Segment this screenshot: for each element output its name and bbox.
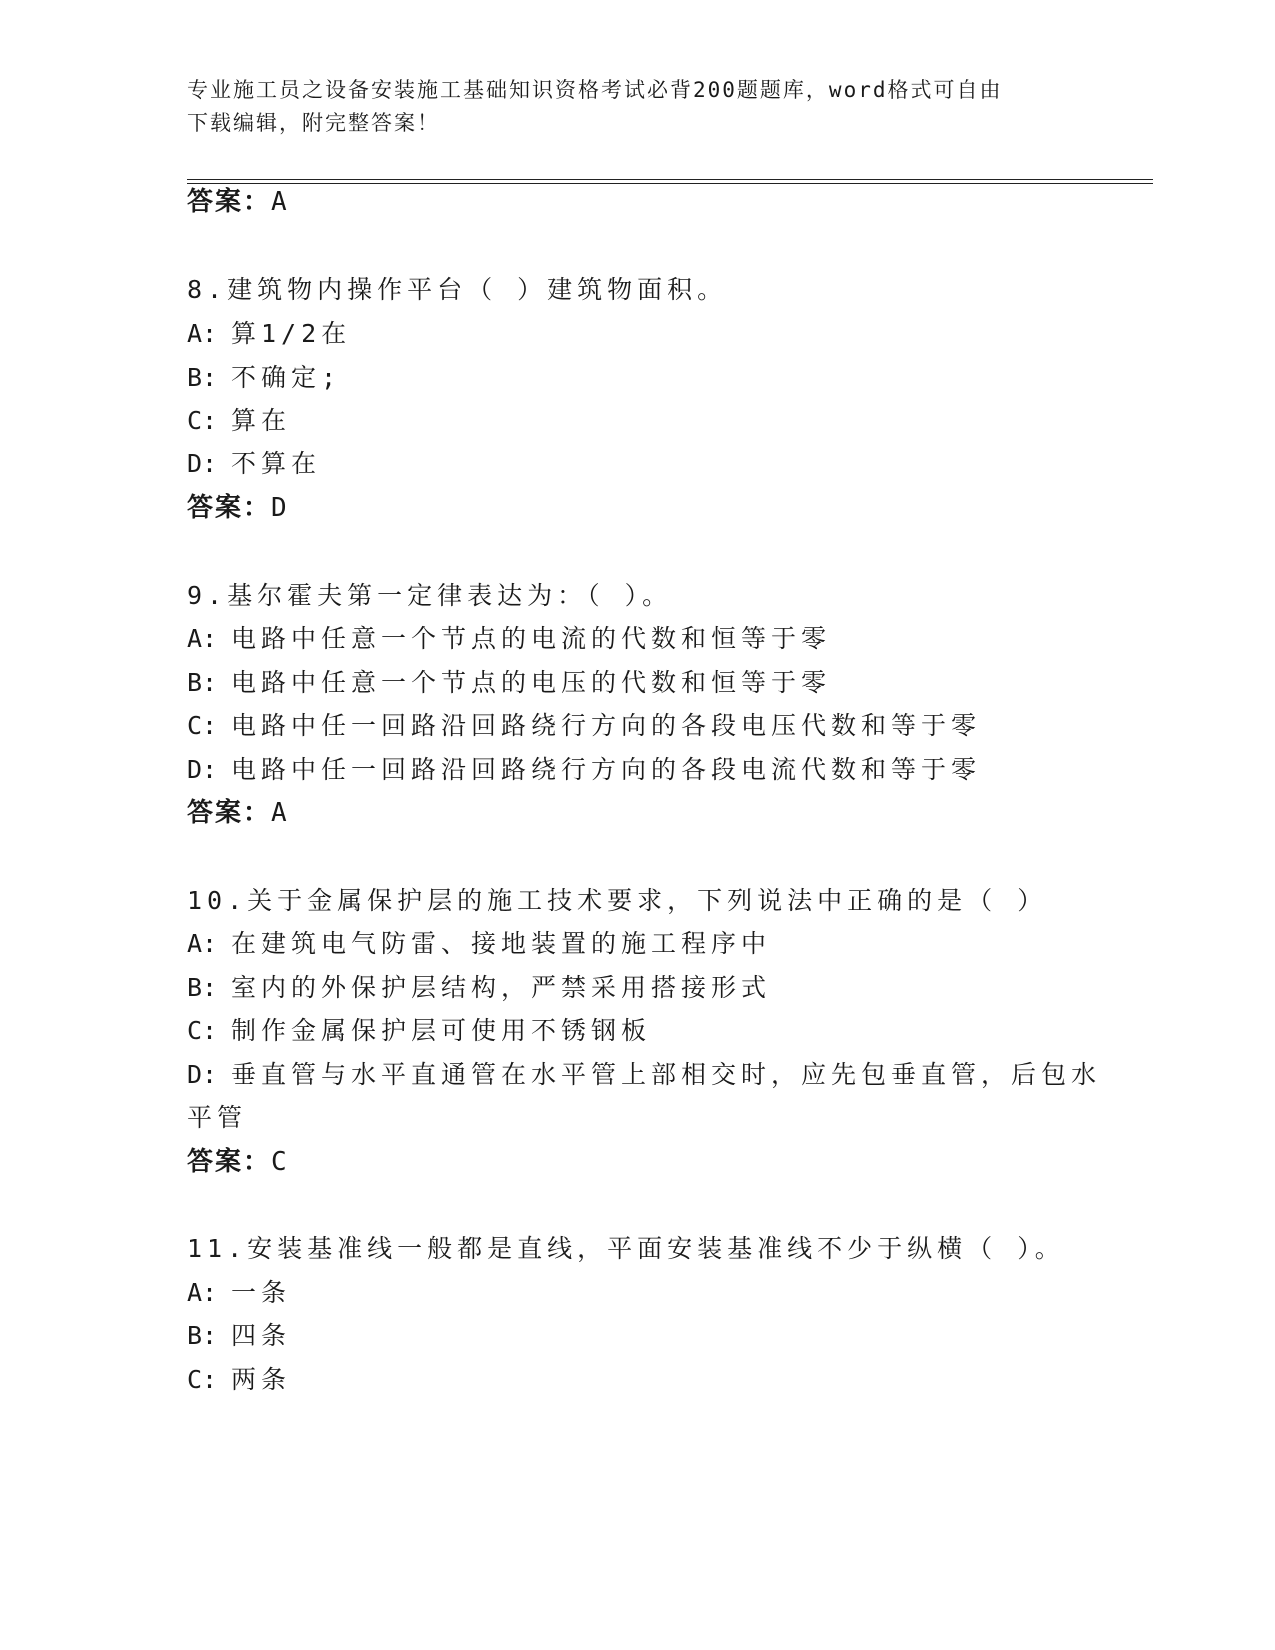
- document-header: [187, 74, 1087, 140]
- option-label: D:: [187, 1060, 218, 1089]
- option-text: 两条: [231, 1365, 292, 1394]
- question-8-option-d: [187, 448, 321, 480]
- answer-value: D: [271, 493, 289, 523]
- question-9-stem: 9.基尔霍夫第一定律表达为：（ ）。: [187, 581, 673, 610]
- option-text: 在建筑电气防雷、接地装置的施工程序中: [231, 929, 772, 958]
- option-text: 制作金属保护层可使用不锈钢板: [231, 1016, 652, 1045]
- prev-answer: [187, 186, 289, 218]
- question-10-option-d: [187, 1059, 1101, 1091]
- question-10-option-c: [187, 1015, 651, 1047]
- option-text: 电路中任一回路沿回路绕行方向的各段电压代数和等于零: [231, 711, 982, 740]
- option-text: 电路中任意一个节点的电压的代数和恒等于零: [231, 668, 832, 697]
- option-label: D:: [187, 755, 218, 784]
- option-text: 不算在: [231, 449, 322, 478]
- option-label: C:: [187, 1016, 218, 1045]
- question-11-option-a: [187, 1277, 291, 1309]
- question-8-option-c: [187, 405, 291, 437]
- option-label: A:: [187, 624, 218, 653]
- question-9-option-d: [187, 754, 981, 786]
- header-rule-top: [187, 179, 1153, 180]
- question-8-answer: [187, 492, 289, 524]
- question-11-option-b: [187, 1320, 291, 1352]
- option-label: A:: [187, 319, 218, 348]
- question-9-option-c: [187, 710, 981, 742]
- answer-label: 答案：: [187, 493, 272, 523]
- question-10-stem: 10.关于金属保护层的施工技术要求，下列说法中正确的是（ ）: [187, 886, 1048, 915]
- header-line-1: 专业施工员之设备安装施工基础知识资格考试必背200题题库，word格式可自由: [187, 78, 1003, 102]
- option-label: C:: [187, 711, 218, 740]
- question-9-option-b: [187, 667, 831, 699]
- answer-label: 答案：: [187, 798, 272, 828]
- question-10-option-d-continuation: 平管: [187, 1103, 248, 1132]
- question-8-stem: 8.建筑物内操作平台（ ）建筑物面积。: [187, 275, 728, 304]
- option-label: C:: [187, 1365, 218, 1394]
- option-label: D:: [187, 449, 218, 478]
- option-text: 四条: [231, 1321, 292, 1350]
- question-10-option-b: [187, 972, 771, 1004]
- question-9-option-a: [187, 623, 831, 655]
- option-label: A:: [187, 929, 218, 958]
- question-11-option-c: [187, 1364, 291, 1396]
- option-text: 电路中任一回路沿回路绕行方向的各段电流代数和等于零: [231, 755, 982, 784]
- answer-label: 答案：: [187, 1147, 272, 1177]
- option-label: B:: [187, 363, 218, 392]
- answer-value: A: [271, 187, 289, 217]
- option-text: 算在: [231, 406, 292, 435]
- question-10-option-a: [187, 928, 771, 960]
- header-line-2: 下载编辑，附完整答案！: [187, 111, 440, 135]
- question-10-answer: [187, 1146, 289, 1178]
- question-8-option-b: [187, 362, 341, 394]
- option-text: 垂直管与水平直通管在水平管上部相交时，应先包垂直管，后包水: [231, 1060, 1102, 1089]
- option-text: 电路中任意一个节点的电流的代数和恒等于零: [231, 624, 832, 653]
- question-11-stem: 11.安装基准线一般都是直线，平面安装基准线不少于纵横（ ）。: [187, 1234, 1065, 1263]
- question-8-option-a: [187, 318, 351, 350]
- option-text: 一条: [231, 1278, 292, 1307]
- option-label: B:: [187, 668, 218, 697]
- answer-label: 答案：: [187, 187, 272, 217]
- answer-value: C: [271, 1147, 289, 1177]
- option-text: 室内的外保护层结构，严禁采用搭接形式: [231, 973, 772, 1002]
- answer-value: A: [271, 798, 289, 828]
- option-label: C:: [187, 406, 218, 435]
- option-text: 算1/2在: [231, 319, 352, 348]
- option-label: B:: [187, 1321, 218, 1350]
- question-9-answer: [187, 797, 289, 829]
- option-text: 不确定;: [231, 363, 342, 392]
- header-rule-bottom: [187, 183, 1153, 184]
- option-label: A:: [187, 1278, 218, 1307]
- option-label: B:: [187, 973, 218, 1002]
